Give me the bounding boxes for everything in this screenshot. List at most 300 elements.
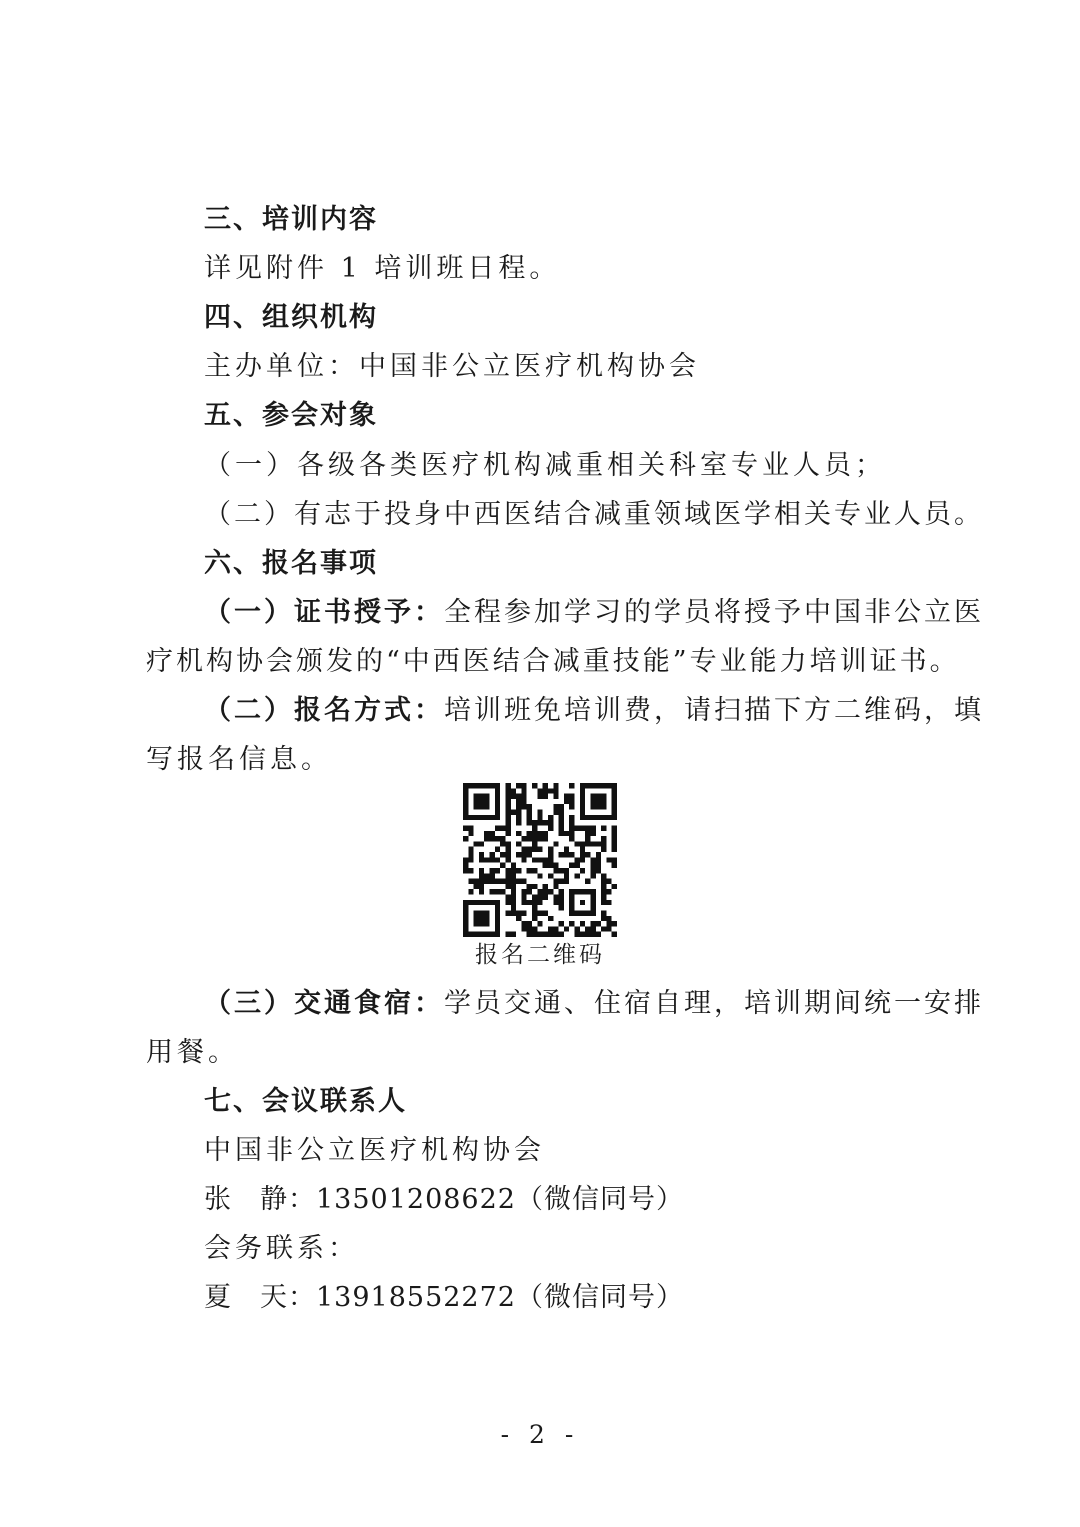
qr-module: [490, 836, 495, 841]
qr-module: [548, 932, 553, 937]
qr-module: [505, 873, 510, 878]
qr-module: [511, 873, 516, 878]
qr-module: [548, 889, 553, 894]
qr-module: [543, 910, 548, 915]
qr-module: [500, 841, 505, 846]
qr-module: [575, 932, 580, 937]
qr-module: [606, 921, 611, 926]
qr-module: [505, 783, 510, 788]
qr-module: [548, 916, 553, 921]
section6-item3-label: （三）交通食宿：: [204, 988, 444, 1019]
qr-module: [575, 841, 580, 846]
qr-module: [505, 810, 510, 815]
qr-module: [585, 836, 590, 841]
qr-module: [521, 921, 526, 926]
qr-module: [569, 799, 574, 804]
section7-contact2: 夏 天：13918552272（微信同号）: [204, 1282, 684, 1313]
qr-caption: 报名二维码: [475, 942, 605, 968]
qr-module: [580, 868, 585, 873]
qr-module: [537, 820, 542, 825]
qr-module: [516, 810, 521, 815]
qr-module: [479, 889, 484, 894]
qr-module: [553, 900, 558, 905]
qr-module: [468, 868, 473, 873]
section6-item1-label: （一）证书授予：: [204, 597, 444, 628]
qr-module: [612, 921, 617, 926]
section6-item3-line2: 用餐。: [146, 1037, 239, 1068]
qr-module: [463, 857, 468, 862]
qr-module: [511, 884, 516, 889]
qr-module: [580, 847, 585, 852]
qr-module: [521, 926, 526, 931]
qr-module: [532, 841, 537, 846]
qr-module: [484, 879, 489, 884]
qr-module: [559, 879, 564, 884]
qr-module: [527, 810, 532, 815]
qr-module: [548, 863, 553, 868]
qr-module: [596, 852, 601, 857]
qr-module: [559, 831, 564, 836]
qr-module: [505, 831, 510, 836]
qr-module: [601, 926, 606, 931]
qr-module: [479, 852, 484, 857]
qr-module: [516, 820, 521, 825]
qr-module: [543, 788, 548, 793]
qr-module: [490, 857, 495, 862]
qr-module: [590, 825, 595, 830]
qr-module: [548, 820, 553, 825]
section6-item1-line1: [204, 596, 984, 630]
qr-module: [537, 831, 542, 836]
qr-module: [537, 921, 542, 926]
qr-module: [543, 820, 548, 825]
qr-module: [590, 841, 595, 846]
qr-module: [521, 852, 526, 857]
qr-module: [575, 857, 580, 862]
qr-module: [553, 932, 558, 937]
qr-module: [521, 783, 526, 788]
qr-module: [553, 794, 558, 799]
qr-module: [521, 879, 526, 884]
qr-module: [505, 788, 510, 793]
qr-module: [606, 926, 611, 931]
qr-module: [601, 910, 606, 915]
qr-module: [532, 905, 537, 910]
qr-module: [585, 926, 590, 931]
qr-module: [559, 905, 564, 910]
qr-module: [479, 868, 484, 873]
qr-module: [569, 921, 574, 926]
qr-module: [601, 889, 606, 894]
qr-module: [612, 836, 617, 841]
qr-module: [606, 889, 611, 894]
qr-module: [564, 879, 569, 884]
qr-module: [601, 847, 606, 852]
qr-module: [606, 879, 611, 884]
qr-module: [606, 916, 611, 921]
qr-module: [505, 852, 510, 857]
qr-module: [596, 932, 601, 937]
qr-module: [548, 847, 553, 852]
qr-module: [575, 825, 580, 830]
qr-module: [500, 863, 505, 868]
qr-module: [490, 873, 495, 878]
qr-module: [601, 879, 606, 884]
section6-item3-line1: [204, 987, 984, 1021]
qr-module: [516, 794, 521, 799]
qr-module: [553, 841, 558, 846]
qr-module: [612, 884, 617, 889]
qr-module: [532, 932, 537, 937]
qr-module: [468, 847, 473, 852]
qr-module: [484, 831, 489, 836]
qr-module: [543, 932, 548, 937]
qr-module: [559, 895, 564, 900]
qr-module: [468, 889, 473, 894]
qr-module: [500, 879, 505, 884]
qr-module: [590, 857, 595, 862]
qr-module: [511, 932, 516, 937]
qr-module: [559, 889, 564, 894]
section6-item2-line2: 写报名信息。: [146, 744, 332, 775]
qr-module: [463, 863, 468, 868]
qr-module: [580, 852, 585, 857]
qr-module: [500, 836, 505, 841]
qr-module: [553, 926, 558, 931]
qr-module: [543, 783, 548, 788]
qr-module: [516, 815, 521, 820]
qr-module: [559, 932, 564, 937]
section6-item1-text: 全程参加学习的学员将授予中国非公立医: [444, 597, 984, 628]
qr-module: [484, 873, 489, 878]
section5-item1: （一）各级各类医疗机构减重相关科室专业人员；: [204, 450, 886, 481]
qr-module: [548, 873, 553, 878]
qr-module: [537, 889, 542, 894]
qr-module: [532, 783, 537, 788]
qr-module: [505, 815, 510, 820]
qr-module: [479, 857, 484, 862]
qr-module: [553, 895, 558, 900]
qr-module: [548, 815, 553, 820]
qr-module: [521, 857, 526, 862]
qr-module: [527, 868, 532, 873]
section6-item3-text: 学员交通、住宿自理，培训期间统一安排: [444, 988, 984, 1019]
section6-item2-text: 培训班免培训费，请扫描下方二维码，填: [444, 695, 984, 726]
qr-module: [612, 847, 617, 852]
qr-module: [548, 852, 553, 857]
qr-module: [575, 873, 580, 878]
qr-module: [612, 841, 617, 846]
qr-module: [569, 863, 574, 868]
qr-module: [484, 857, 489, 862]
qr-module: [601, 916, 606, 921]
qr-module: [585, 831, 590, 836]
qr-module: [553, 788, 558, 793]
qr-module: [559, 815, 564, 820]
qr-module: [543, 831, 548, 836]
qr-module: [474, 884, 479, 889]
qr-module: [505, 900, 510, 905]
section5-heading: 五、参会对象: [204, 400, 378, 431]
qr-module: [537, 788, 542, 793]
qr-module: [585, 932, 590, 937]
section4-heading: 四、组织机构: [204, 302, 378, 333]
qr-module: [479, 879, 484, 884]
qr-module: [612, 932, 617, 937]
qr-module: [511, 788, 516, 793]
qr-module: [590, 932, 595, 937]
qr-module: [495, 879, 500, 884]
qr-module: [543, 884, 548, 889]
qr-module: [505, 820, 510, 825]
qr-module: [590, 863, 595, 868]
qr-module: [548, 825, 553, 830]
qr-module: [601, 836, 606, 841]
qr-module: [479, 841, 484, 846]
section7-heading: 七、会议联系人: [204, 1086, 407, 1117]
qr-module: [596, 841, 601, 846]
qr-module: [580, 841, 585, 846]
qr-module: [553, 810, 558, 815]
qr-module: [532, 895, 537, 900]
qr-module: [532, 916, 537, 921]
qr-module: [559, 825, 564, 830]
qr-module: [505, 799, 510, 804]
qr-module: [527, 831, 532, 836]
qr-module: [505, 857, 510, 862]
qr-module: [553, 863, 558, 868]
qr-module: [553, 868, 558, 873]
section5-item2: （二）有志于投身中西医结合减重领域医学相关专业人员。: [204, 499, 984, 530]
qr-module: [601, 884, 606, 889]
qr-module: [500, 889, 505, 894]
qr-module: [527, 847, 532, 852]
section7-org: 中国非公立医疗机构协会: [204, 1135, 545, 1166]
qr-module: [511, 810, 516, 815]
qr-module: [532, 868, 537, 873]
qr-module: [580, 857, 585, 862]
qr-module: [463, 825, 468, 830]
qr-module: [516, 841, 521, 846]
qr-module: [559, 921, 564, 926]
qr-module: [537, 794, 542, 799]
qr-module: [569, 825, 574, 830]
qr-module: [495, 847, 500, 852]
qr-module: [537, 857, 542, 862]
qr-module: [516, 804, 521, 809]
qr-module: [596, 857, 601, 862]
qr-module: [511, 879, 516, 884]
qr-module: [537, 810, 542, 815]
qr-module: [612, 863, 617, 868]
qr-module: [543, 857, 548, 862]
qr-module: [569, 794, 574, 799]
qr-module: [527, 884, 532, 889]
qr-module: [521, 799, 526, 804]
qr-module: [463, 868, 468, 873]
qr-module: [590, 868, 595, 873]
qr-module: [601, 900, 606, 905]
qr-module: [559, 804, 564, 809]
qr-module: [559, 820, 564, 825]
qr-module: [527, 926, 532, 931]
section7-contact1: 张 静：13501208622（微信同号）: [204, 1184, 684, 1215]
section6-item1-line2: 疗机构协会颁发的“中西医结合减重技能”专业能力培训证书。: [146, 646, 960, 677]
qr-module: [468, 857, 473, 862]
qr-module: [612, 831, 617, 836]
section6-item2-label: （二）报名方式：: [204, 695, 444, 726]
qr-module: [553, 884, 558, 889]
qr-module: [596, 921, 601, 926]
qr-module: [564, 847, 569, 852]
qr-module: [521, 788, 526, 793]
qr-module: [532, 831, 537, 836]
qr-module: [537, 932, 542, 937]
qr-module: [564, 868, 569, 873]
qr-module: [516, 799, 521, 804]
qr-module: [564, 926, 569, 931]
qr-module: [537, 847, 542, 852]
section6-item2-line1: [204, 694, 984, 728]
qr-module: [564, 799, 569, 804]
qr-module: [495, 889, 500, 894]
qr-module: [521, 889, 526, 894]
qr-module: [495, 868, 500, 873]
qr-module: [537, 895, 542, 900]
qr-module: [521, 847, 526, 852]
qr-module: [521, 794, 526, 799]
qr-module: [521, 910, 526, 915]
qr-module: [468, 852, 473, 857]
qr-module: [548, 926, 553, 931]
qr-module: [505, 895, 510, 900]
qr-module: [569, 804, 574, 809]
qr-module: [527, 820, 532, 825]
qr-module: [532, 836, 537, 841]
qr-module: [585, 879, 590, 884]
qr-module: [521, 900, 526, 905]
qr-module: [553, 783, 558, 788]
qr-module: [468, 825, 473, 830]
qr-module: [585, 825, 590, 830]
qr-module: [590, 831, 595, 836]
qr-module: [484, 836, 489, 841]
qr-module: [601, 873, 606, 878]
qr-module: [559, 852, 564, 857]
qr-module: [511, 889, 516, 894]
qr-module: [532, 825, 537, 830]
qr-module: [527, 889, 532, 894]
qr-module: [505, 794, 510, 799]
qr-module: [612, 857, 617, 862]
qr-module: [543, 836, 548, 841]
qr-module: [527, 921, 532, 926]
qr-module: [511, 863, 516, 868]
qr-module: [527, 900, 532, 905]
qr-module: [543, 863, 548, 868]
qr-module: [468, 879, 473, 884]
qr-module: [495, 857, 500, 862]
qr-module: [596, 868, 601, 873]
qr-module: [479, 884, 484, 889]
qr-module: [590, 921, 595, 926]
page-number: - 2 -: [500, 1420, 580, 1449]
qr-module: [511, 900, 516, 905]
qr-module: [527, 932, 532, 937]
section4-text: 主办单位：中国非公立医疗机构协会: [204, 351, 700, 382]
qr-module: [474, 841, 479, 846]
qr-module: [532, 857, 537, 862]
qr-module: [564, 794, 569, 799]
qr-module: [505, 910, 510, 915]
qr-module: [559, 868, 564, 873]
qr-module: [516, 910, 521, 915]
qr-module: [527, 815, 532, 820]
qr-module: [532, 884, 537, 889]
section7-affairs-label: 会务联系：: [204, 1233, 359, 1264]
qr-module: [516, 852, 521, 857]
qr-module: [559, 810, 564, 815]
qr-module: [516, 916, 521, 921]
qr-module: [516, 868, 521, 873]
qr-module: [511, 895, 516, 900]
qr-module: [569, 815, 574, 820]
qr-module: [532, 926, 537, 931]
qr-module: [580, 932, 585, 937]
qr-module: [505, 804, 510, 809]
qr-module: [548, 788, 553, 793]
qr-module: [474, 879, 479, 884]
qr-module: [543, 889, 548, 894]
qr-module: [505, 847, 510, 852]
qr-module: [564, 873, 569, 878]
qr-module: [505, 868, 510, 873]
qr-module: [505, 879, 510, 884]
qr-module: [580, 921, 585, 926]
qr-module: [527, 852, 532, 857]
qr-module: [606, 857, 611, 862]
qr-module: [521, 804, 526, 809]
qr-module: [543, 895, 548, 900]
qr-module: [527, 836, 532, 841]
qr-module: [468, 831, 473, 836]
qr-module: [559, 900, 564, 905]
qr-module: [575, 863, 580, 868]
qr-module: [505, 825, 510, 830]
qr-module: [569, 783, 574, 788]
registration-qr-code-icon[interactable]: [463, 783, 617, 937]
qr-module: [490, 879, 495, 884]
qr-module: [548, 857, 553, 862]
qr-module: [532, 910, 537, 915]
qr-module: [601, 895, 606, 900]
section6-heading: 六、报名事项: [204, 548, 378, 579]
qr-module: [575, 926, 580, 931]
qr-module: [537, 836, 542, 841]
qr-module: [553, 804, 558, 809]
qr-module: [521, 895, 526, 900]
qr-module: [580, 825, 585, 830]
qr-module: [569, 852, 574, 857]
qr-module: [511, 794, 516, 799]
qr-module: [511, 868, 516, 873]
qr-module: [505, 884, 510, 889]
qr-module: [564, 831, 569, 836]
qr-module: [585, 841, 590, 846]
qr-module: [516, 831, 521, 836]
qr-module: [564, 852, 569, 857]
qr-module: [463, 836, 468, 841]
